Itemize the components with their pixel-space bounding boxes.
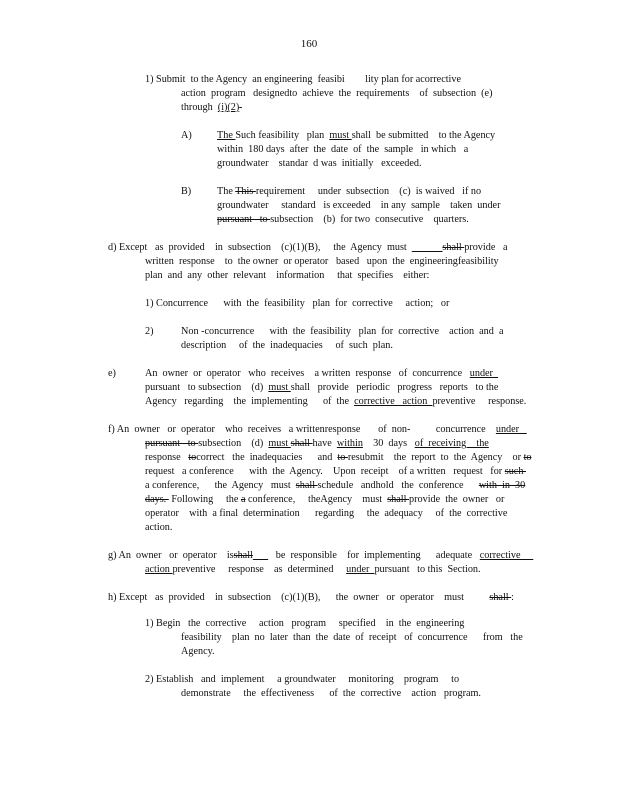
text-run: plan and any other relevant information that specifies either: xyxy=(145,270,430,281)
deleted-text: shall xyxy=(489,592,512,603)
text-run: conference, theAgency must xyxy=(245,494,388,505)
text-line xyxy=(108,591,514,605)
deleted-text: pursuant to xyxy=(217,214,271,225)
text-run: : xyxy=(511,592,515,603)
text-run: preventive response. xyxy=(432,396,527,407)
deleted-text: This xyxy=(235,186,256,197)
text-line xyxy=(145,451,532,465)
text-line xyxy=(145,367,498,381)
text-run: operator with a final determination regarding the adequacy of the corrective xyxy=(145,508,508,519)
text-run: Such feasibility plan xyxy=(235,130,330,141)
text-line xyxy=(145,673,459,687)
deleted-text: with in 30 xyxy=(478,480,526,491)
text-line xyxy=(217,143,468,157)
text-run: resubmit the report to the Agency or xyxy=(347,452,524,463)
text-run: feasibility plan no later than the date of receipt of concurrence from the xyxy=(181,632,523,643)
text-line xyxy=(145,563,481,577)
text-run: pursuant to subsection (d) xyxy=(145,382,269,393)
page-number: 160 xyxy=(300,38,318,50)
text-run: e) xyxy=(108,368,116,379)
text-line xyxy=(217,157,422,171)
text-run: shall provide periodic progress reports to the xyxy=(290,382,499,393)
deleted-text: to xyxy=(337,452,348,463)
inserted-text: action xyxy=(145,564,173,575)
text-run: schedule andhold the conference xyxy=(317,480,479,491)
text-line xyxy=(145,507,507,521)
inserted-text xyxy=(253,550,268,561)
text-run: description of the inadequacies of such plan. xyxy=(181,340,393,351)
text-line xyxy=(145,521,172,535)
text-line xyxy=(181,645,215,659)
deleted-text: shall xyxy=(290,438,313,449)
text-line xyxy=(217,185,481,199)
text-run: h) Except as provided in subsection (c)(1)(B), the owner or operator must xyxy=(108,592,490,603)
text-run: groundwater standar d was initially exceeded. xyxy=(217,158,422,169)
text-run: Following the xyxy=(168,494,241,505)
text-run: f) An owner or operator who receives a writtenresponse of non- concurrence xyxy=(108,424,496,435)
text-line xyxy=(145,395,526,409)
deleted-text: pursuant to xyxy=(145,438,199,449)
text-run: An owner or operator who receives a written response of concurrence xyxy=(145,368,470,379)
inserted-text: must xyxy=(329,130,352,141)
text-run: Agency regarding the implementing of the xyxy=(145,396,355,407)
text-line xyxy=(181,687,481,701)
text-line xyxy=(181,325,503,339)
deleted-text: to xyxy=(523,452,532,463)
text-line xyxy=(108,423,527,437)
text-line xyxy=(145,255,499,269)
text-line xyxy=(108,549,533,563)
text-run: 30 days xyxy=(362,438,415,449)
text-run: action. xyxy=(145,522,173,533)
deleted-text: shall xyxy=(442,242,465,253)
deleted-text: to xyxy=(188,452,197,463)
text-line xyxy=(145,437,489,451)
text-run: written response to the owner or operator based upon the engineeringfeasibility xyxy=(145,256,499,267)
deleted-text: shall xyxy=(233,550,253,561)
text-line xyxy=(181,631,523,645)
text-run: within 180 days after the date of the sample in which a xyxy=(217,144,469,155)
text-line xyxy=(181,87,492,101)
text-run: 2) xyxy=(145,326,154,337)
text-line xyxy=(145,493,504,507)
text-run: Non -concurrence with the feasibility plan for corrective action and a xyxy=(181,326,504,337)
text-line xyxy=(181,129,192,143)
text-line xyxy=(145,479,525,493)
text-line xyxy=(145,73,461,87)
text-run: response xyxy=(145,452,189,463)
text-line xyxy=(217,129,495,143)
text-run: 1) Submit to the Agency an engineering feasibi lity plan for acorrective xyxy=(145,74,462,85)
text-run: groundwater standard is exceeded in any sample taken under xyxy=(217,200,501,211)
inserted-text: The xyxy=(217,130,236,141)
deleted-text: a xyxy=(240,494,246,505)
text-run: provide the owner or xyxy=(409,494,505,505)
text-run: have xyxy=(312,438,337,449)
text-run: provide a xyxy=(464,242,508,253)
inserted-text: must xyxy=(268,438,291,449)
inserted-text: under xyxy=(495,424,527,435)
text-run: through xyxy=(181,102,218,113)
text-run: 1) Concurrence with the feasibility plan for corrective action; or xyxy=(145,298,450,309)
text-run: subsection (b) for two consecutive quarters. xyxy=(270,214,469,225)
text-run: 1) Begin the corrective action program specified in the engineering xyxy=(145,618,465,629)
text-run: Agency. xyxy=(181,646,215,657)
text-line xyxy=(145,325,154,339)
text-run: pursuant to this Section. xyxy=(374,564,481,575)
text-run: d) Except as provided in subsection (c)(1)(B), the Agency must xyxy=(108,242,412,253)
text-line xyxy=(108,367,116,381)
text-run: preventive response as determined xyxy=(172,564,347,575)
text-run: B) xyxy=(181,186,192,197)
text-run: requirement under subsection (c) is waived if no xyxy=(255,186,482,197)
inserted-text: corrective action xyxy=(354,396,433,407)
text-line xyxy=(217,199,500,213)
inserted-text: (i)(2) xyxy=(217,102,240,113)
deleted-text xyxy=(239,102,242,113)
text-run: A) xyxy=(181,130,192,141)
text-run: demonstrate the effectiveness of the corrective action program. xyxy=(181,688,481,699)
text-line xyxy=(145,269,429,283)
inserted-text: must xyxy=(268,382,291,393)
deleted-text: shall xyxy=(295,480,318,491)
text-run: request a conference with the Agency. Upon receipt of a written request for xyxy=(145,466,505,477)
text-line xyxy=(181,185,191,199)
text-run: subsection (d) xyxy=(198,438,269,449)
text-line xyxy=(181,101,242,115)
inserted-text: under xyxy=(346,564,375,575)
text-line xyxy=(108,241,508,255)
text-line xyxy=(145,381,498,395)
deleted-text: days. xyxy=(145,494,169,505)
text-line xyxy=(145,465,526,479)
text-line xyxy=(145,617,464,631)
text-line xyxy=(181,339,393,353)
text-run: action program designedto achieve the requirements of subsection (e) xyxy=(181,88,493,99)
text-run: g) An owner or operator is xyxy=(108,550,234,561)
deleted-text: such xyxy=(504,466,526,477)
deleted-text: shall xyxy=(387,494,410,505)
text-line xyxy=(217,213,469,227)
inserted-text: under xyxy=(469,368,499,379)
text-run: be responsible for implementing adequate xyxy=(268,550,480,561)
inserted-text: of receiving the xyxy=(414,438,489,449)
inserted-text: ______ xyxy=(411,242,443,253)
text-run: The xyxy=(217,186,236,197)
text-run: correct the inadequacies and xyxy=(196,452,338,463)
text-run: 2) Establish and implement a groundwater monitoring program to xyxy=(145,674,460,685)
text-line xyxy=(145,297,449,311)
inserted-text: corrective xyxy=(479,550,534,561)
text-run: a conference, the Agency must xyxy=(145,480,296,491)
text-run: shall be submitted to the Agency xyxy=(351,130,496,141)
inserted-text: within xyxy=(336,438,363,449)
